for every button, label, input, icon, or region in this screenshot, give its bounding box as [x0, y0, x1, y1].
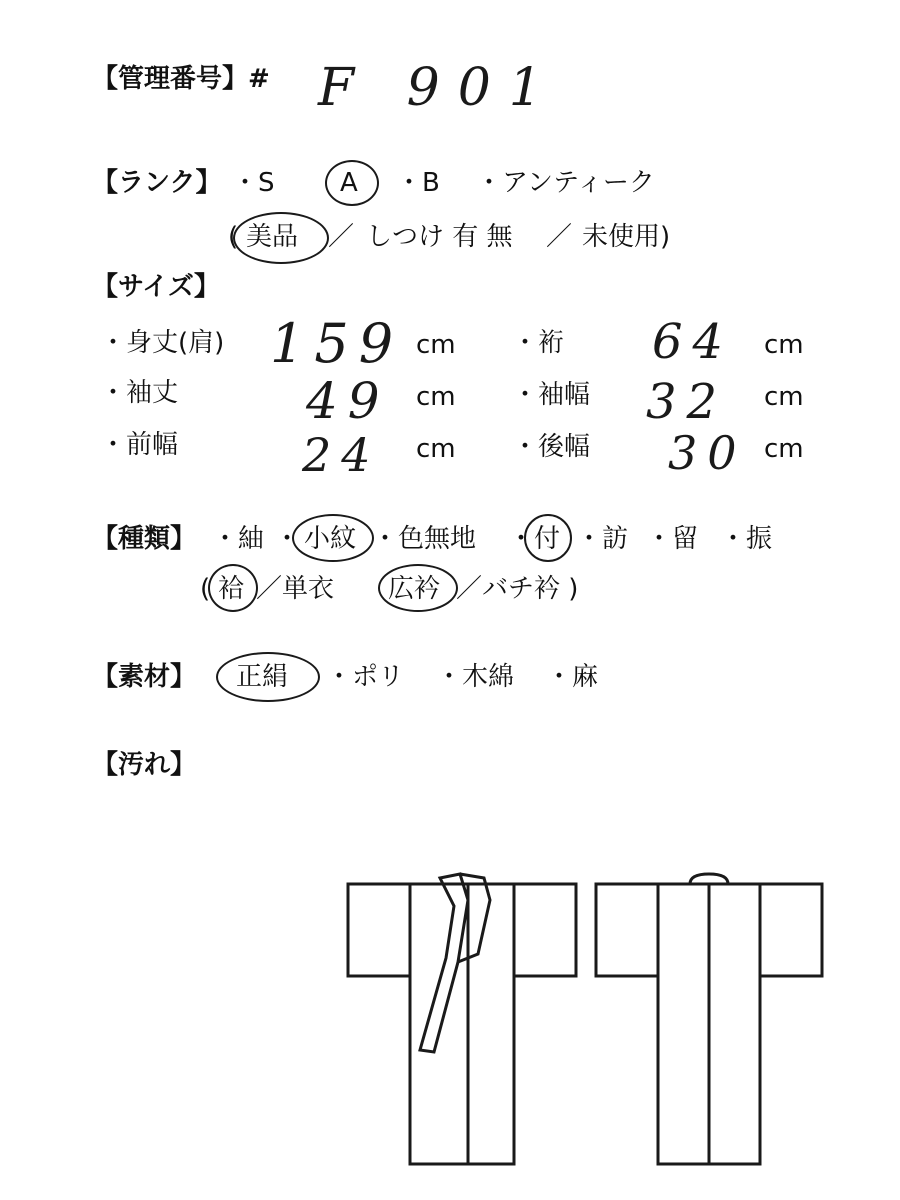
material-label: 【素材】: [92, 662, 197, 692]
condition-slash-2: ／: [546, 222, 573, 252]
size-value-back-width: 30: [668, 426, 747, 480]
condition-option-basting: しつけ 有 無: [366, 222, 513, 252]
rank-label: 【ランク】: [92, 168, 222, 198]
front-body: [410, 884, 514, 1164]
type-sep-2: ・: [508, 524, 535, 554]
size-label-length: ・身丈(肩): [100, 328, 225, 358]
control-number-label: 【管理番号】#: [92, 64, 270, 94]
front-left-sleeve: [348, 884, 410, 976]
type-option-tomesode: ・留: [646, 524, 699, 554]
size-label: 【サイズ】: [92, 272, 220, 302]
type-option-komon: 小紋: [304, 524, 357, 554]
material-option-poly: ・ポリ: [326, 662, 405, 692]
size-value-sleeve-length: 49: [306, 372, 390, 430]
size-unit-sleeve-length: cm: [416, 382, 456, 412]
control-number-value: F 901: [318, 58, 560, 118]
size-value-front-width: 24: [302, 428, 381, 482]
type-option-iromuji: ・色無地: [372, 524, 477, 554]
size-value-length: 159: [270, 312, 404, 375]
type-label: 【種類】: [92, 524, 197, 554]
rank-option-s: ・S: [232, 168, 275, 198]
front-right-sleeve: [514, 884, 576, 976]
size-unit-front-width: cm: [416, 434, 456, 464]
kimono-back-diagram: [596, 874, 822, 1164]
rank-option-b: ・B: [396, 168, 440, 198]
type-sep-1: ・: [274, 524, 301, 554]
size-value-yuki: 64: [652, 314, 734, 370]
collar-option-bachieri: ／バチ衿 ): [456, 574, 579, 604]
size-label-front-width: ・前幅: [100, 430, 179, 460]
rank-option-antique: ・アンティーク: [476, 168, 655, 198]
back-right-sleeve: [760, 884, 822, 976]
condition-slash-1: ／: [328, 222, 355, 252]
material-option-hemp: ・麻: [546, 662, 599, 692]
condition-option-unused: 未使用): [582, 222, 671, 252]
front-collar-outer: [420, 874, 468, 1052]
size-unit-length: cm: [416, 330, 456, 360]
size-unit-sleeve-width: cm: [764, 382, 804, 412]
rank-option-a: A: [340, 168, 358, 198]
collar-option-hiroeri: 広衿: [388, 574, 441, 604]
back-left-sleeve: [596, 884, 658, 976]
size-value-sleeve-width: 32: [646, 374, 728, 430]
size-label-sleeve-length: ・袖丈: [100, 378, 179, 408]
material-option-silk: 正絹: [236, 662, 289, 692]
stain-label: 【汚れ】: [92, 750, 197, 780]
condition-option-excellent: 美品: [246, 222, 299, 252]
size-label-sleeve-width: ・袖幅: [512, 380, 591, 410]
condition-open-paren: (: [228, 222, 239, 252]
type-option-tsukesage: 付: [534, 524, 561, 554]
lining-option-awase: 袷: [218, 574, 245, 604]
type-option-tsumugi: ・紬: [212, 524, 265, 554]
lining-option-hitoe: ／単衣: [256, 574, 335, 604]
type-option-furisode: ・振: [720, 524, 773, 554]
kimono-front-diagram: [348, 874, 576, 1164]
lining-open-paren: (: [200, 574, 211, 604]
type-option-houmongi: ・訪: [576, 524, 629, 554]
material-option-cotton: ・木綿: [436, 662, 515, 692]
size-label-back-width: ・後幅: [512, 432, 591, 462]
size-label-yuki: ・裄: [512, 328, 565, 358]
size-unit-back-width: cm: [764, 434, 804, 464]
size-unit-yuki: cm: [764, 330, 804, 360]
